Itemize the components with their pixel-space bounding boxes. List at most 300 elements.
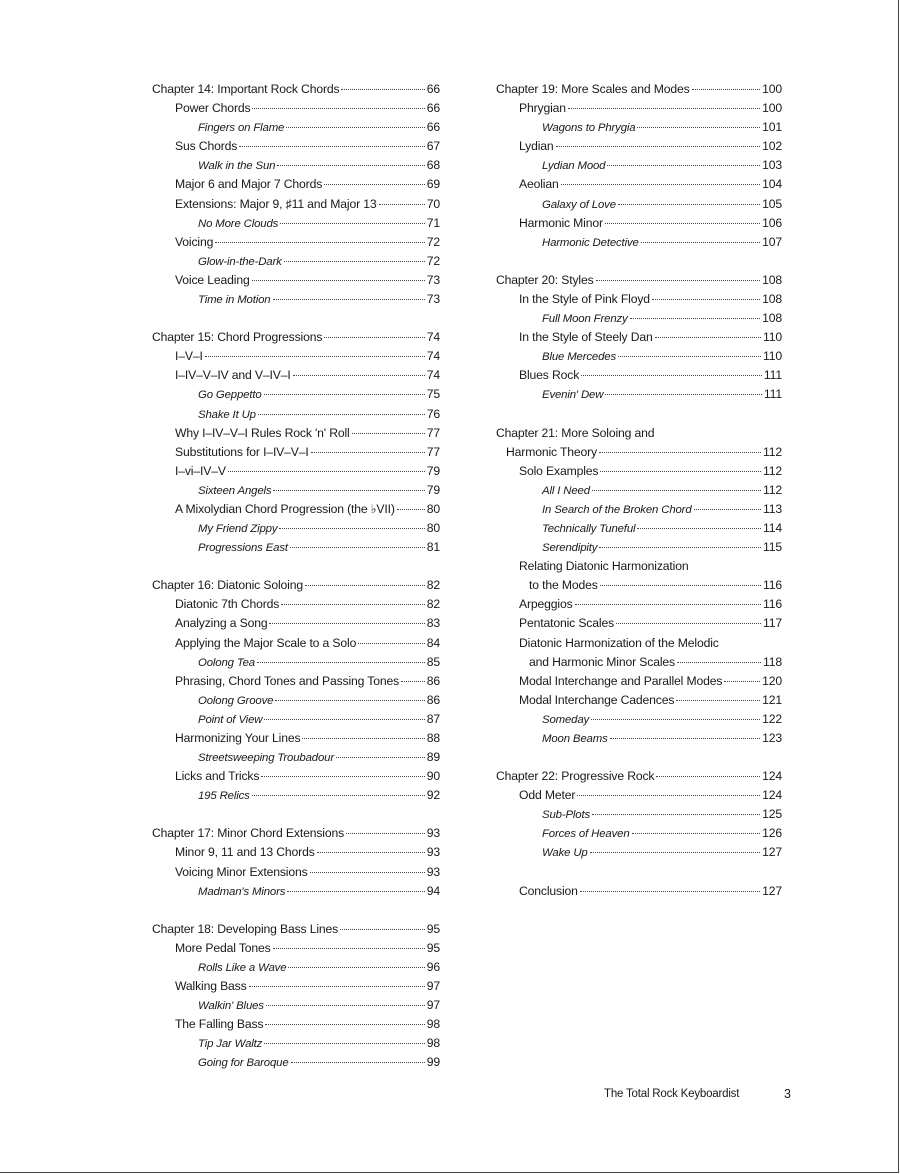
toc-chapter-title: Chapter 22: Progressive Rock bbox=[496, 769, 655, 784]
dot-leader bbox=[655, 337, 761, 338]
toc-section-title: Sus Chords bbox=[175, 139, 238, 154]
toc-section-entry[interactable] bbox=[496, 137, 782, 156]
toc-section-entry[interactable] bbox=[496, 328, 782, 347]
toc-section-title: Lydian bbox=[519, 139, 554, 154]
section-gap bbox=[152, 557, 440, 576]
page-number: 84 bbox=[426, 635, 440, 650]
toc-song-entry[interactable] bbox=[496, 309, 782, 328]
toc-section-entry[interactable] bbox=[496, 595, 782, 614]
toc-section-entry[interactable] bbox=[496, 462, 782, 481]
toc-section-title: Substitutions for I–IV–V–I bbox=[175, 444, 309, 459]
dot-leader bbox=[580, 891, 760, 892]
toc-song-title: 195 Relics bbox=[198, 790, 250, 803]
toc-song-entry[interactable] bbox=[496, 233, 782, 252]
toc-section-entry[interactable] bbox=[496, 882, 782, 901]
toc-section-entry[interactable] bbox=[496, 786, 782, 805]
dot-leader bbox=[600, 585, 761, 586]
toc-chapter-entry[interactable] bbox=[496, 767, 782, 786]
toc-song-title: Moon Beams bbox=[542, 733, 608, 745]
toc-section-title: Modal Interchange Cadences bbox=[519, 692, 675, 707]
dot-leader bbox=[677, 662, 761, 663]
toc-song-title: Oolong Tea bbox=[198, 656, 255, 669]
toc-song-title: Tip Jar Waltz bbox=[198, 1038, 263, 1051]
dot-leader bbox=[656, 776, 760, 777]
page-number: 124 bbox=[762, 788, 782, 803]
page-number: 98 bbox=[426, 1036, 440, 1051]
page-number: 86 bbox=[426, 673, 440, 688]
toc-section-entry[interactable] bbox=[152, 195, 440, 214]
toc-section-title: Pentatonic Scales bbox=[519, 616, 615, 631]
toc-song-title: Blue Mercedes bbox=[542, 351, 617, 364]
toc-column-left bbox=[152, 80, 440, 1073]
dot-leader bbox=[310, 872, 425, 873]
section-gap bbox=[152, 805, 440, 824]
page-number: 77 bbox=[426, 444, 440, 459]
dot-leader bbox=[252, 795, 425, 796]
toc-section-entry[interactable] bbox=[152, 462, 440, 481]
toc-song-title: Sixteen Angels bbox=[198, 484, 272, 497]
dot-leader bbox=[305, 585, 425, 586]
dot-leader bbox=[379, 204, 425, 205]
toc-chapter-title: Chapter 17: Minor Chord Extensions bbox=[152, 826, 345, 841]
dot-leader bbox=[577, 795, 760, 796]
dot-leader bbox=[275, 700, 424, 701]
toc-section-entry[interactable] bbox=[152, 424, 440, 443]
page-number: 100 bbox=[762, 82, 782, 96]
page-number: 88 bbox=[426, 731, 440, 745]
page-number: 70 bbox=[426, 196, 440, 211]
toc-song-title: Galaxy of Love bbox=[542, 198, 616, 211]
page-number: 66 bbox=[426, 101, 440, 116]
page-number: 108 bbox=[762, 311, 782, 326]
toc-song-title: Point of View bbox=[198, 713, 263, 726]
toc-section-entry[interactable] bbox=[496, 99, 782, 118]
page-number: 124 bbox=[762, 769, 782, 784]
toc-section-title: Minor 9, 11 and 13 Chords bbox=[175, 845, 315, 860]
toc-section-entry[interactable] bbox=[152, 939, 440, 958]
toc-chapter-entry[interactable] bbox=[496, 80, 782, 99]
dot-leader bbox=[352, 433, 425, 434]
page-number: 110 bbox=[763, 330, 782, 345]
dot-leader bbox=[281, 604, 425, 605]
toc-song-title: In Search of the Broken Chord bbox=[542, 503, 692, 516]
toc-column-right bbox=[496, 80, 782, 901]
toc-section-entry[interactable] bbox=[152, 634, 440, 653]
toc-section-entry[interactable] bbox=[496, 691, 782, 710]
dot-leader bbox=[600, 471, 761, 472]
toc-song-entry[interactable] bbox=[496, 729, 782, 748]
toc-section-entry[interactable] bbox=[152, 347, 440, 366]
dot-leader bbox=[641, 242, 760, 243]
toc-chapter-title: Harmonic Theory bbox=[506, 444, 597, 459]
toc-section-entry[interactable] bbox=[152, 233, 440, 252]
toc-section-entry[interactable] bbox=[152, 729, 440, 748]
toc-song-entry[interactable] bbox=[496, 805, 782, 824]
page-number: 80 bbox=[426, 501, 440, 516]
toc-section-title: Arpeggios bbox=[519, 597, 573, 612]
page-number: 82 bbox=[426, 578, 440, 593]
toc-section-entry[interactable] bbox=[152, 672, 440, 691]
toc-section-entry[interactable] bbox=[152, 366, 440, 385]
toc-song-entry[interactable] bbox=[496, 538, 782, 557]
toc-chapter-entry[interactable] bbox=[152, 328, 440, 347]
toc-song-entry[interactable] bbox=[496, 385, 782, 404]
toc-song-title: Time in Motion bbox=[198, 294, 271, 307]
toc-song-title: Serendipity bbox=[542, 542, 598, 555]
dot-leader bbox=[215, 242, 424, 243]
page-number: 97 bbox=[426, 979, 440, 994]
toc-song-title: Forces of Heaven bbox=[542, 828, 630, 841]
page-number: 104 bbox=[762, 177, 782, 192]
toc-song-entry[interactable] bbox=[152, 748, 440, 767]
toc-section-title: to the Modes bbox=[529, 578, 598, 593]
dot-leader bbox=[637, 127, 760, 128]
dot-leader bbox=[340, 929, 425, 930]
page-number: 83 bbox=[426, 616, 440, 631]
page-number: 95 bbox=[426, 940, 440, 955]
page-number: 103 bbox=[762, 158, 782, 173]
page-number: 95 bbox=[426, 921, 440, 936]
toc-section-title: I–IV–V–IV and V–IV–I bbox=[175, 368, 291, 383]
toc-section-entry[interactable] bbox=[152, 595, 440, 614]
page-number: 120 bbox=[762, 673, 782, 688]
dot-leader bbox=[632, 833, 761, 834]
page-number: 67 bbox=[426, 139, 440, 154]
toc-section-title: Harmonizing Your Lines bbox=[175, 731, 301, 745]
toc-song-title: Someday bbox=[542, 713, 590, 726]
page-number: 102 bbox=[762, 139, 782, 154]
toc-section-entry[interactable] bbox=[152, 175, 440, 194]
toc-song-title: Full Moon Frenzy bbox=[542, 313, 628, 326]
toc-song-entry[interactable] bbox=[152, 214, 440, 233]
page-number: 112 bbox=[763, 444, 782, 459]
toc-song-title: Sub-Plots bbox=[542, 809, 591, 822]
toc-section-title: Licks and Tricks bbox=[175, 769, 260, 784]
page-number: 98 bbox=[426, 1017, 440, 1032]
dot-leader bbox=[293, 375, 425, 376]
dot-leader bbox=[616, 623, 761, 624]
toc-song-entry[interactable] bbox=[152, 481, 440, 500]
toc-song-title: Shake It Up bbox=[198, 408, 256, 421]
toc-song-entry[interactable] bbox=[496, 195, 782, 214]
toc-song-title: Lydian Mood bbox=[542, 160, 606, 173]
page-number: 116 bbox=[763, 578, 782, 593]
page-number: 94 bbox=[426, 883, 440, 898]
toc-song-title: Walkin' Blues bbox=[198, 1000, 264, 1013]
page-number: 115 bbox=[763, 540, 782, 555]
section-gap bbox=[496, 405, 782, 424]
dot-leader bbox=[637, 528, 761, 529]
toc-song-entry[interactable] bbox=[152, 996, 440, 1015]
toc-chapter-entry[interactable] bbox=[152, 824, 440, 843]
page-number: 121 bbox=[762, 692, 782, 707]
dot-leader bbox=[264, 394, 425, 395]
dot-leader bbox=[605, 223, 760, 224]
dot-leader bbox=[277, 165, 424, 166]
dot-leader bbox=[592, 490, 761, 491]
page-number: 79 bbox=[426, 463, 440, 478]
toc-song-title: Go Geppetto bbox=[198, 389, 262, 402]
toc-song-entry[interactable] bbox=[152, 691, 440, 710]
toc-song-entry[interactable] bbox=[152, 290, 440, 309]
page-number: 71 bbox=[426, 215, 440, 230]
page-number: 90 bbox=[426, 769, 440, 784]
toc-song-title: All I Need bbox=[542, 484, 590, 497]
page-number: 89 bbox=[426, 750, 440, 765]
toc-section-entry[interactable] bbox=[496, 214, 782, 233]
dot-leader bbox=[261, 776, 424, 777]
dot-leader bbox=[287, 891, 424, 892]
toc-section-title: More Pedal Tones bbox=[175, 940, 271, 955]
dot-leader bbox=[618, 356, 761, 357]
dot-leader bbox=[252, 280, 425, 281]
toc-section-title: Voicing Minor Extensions bbox=[175, 864, 308, 879]
dot-leader bbox=[581, 375, 762, 376]
toc-song-title: No More Clouds bbox=[198, 217, 279, 230]
toc-song-entry[interactable] bbox=[152, 882, 440, 901]
toc-section-entry[interactable] bbox=[496, 366, 782, 385]
page-number: 85 bbox=[426, 654, 440, 669]
toc-song-entry[interactable] bbox=[496, 500, 782, 519]
toc-section-entry[interactable] bbox=[496, 614, 782, 633]
dot-leader bbox=[228, 471, 425, 472]
section-gap bbox=[496, 863, 782, 882]
toc-section-title: Extensions: Major 9, ♯11 and Major 13 bbox=[175, 196, 377, 211]
toc-song-title: Going for Baroque bbox=[198, 1057, 289, 1070]
toc-section-entry[interactable] bbox=[152, 443, 440, 462]
toc-song-entry[interactable] bbox=[496, 710, 782, 729]
page-number: 75 bbox=[426, 387, 440, 402]
page-number: 110 bbox=[763, 349, 782, 364]
page-number: 127 bbox=[762, 845, 782, 860]
dot-leader bbox=[676, 700, 760, 701]
page-number: 123 bbox=[762, 731, 782, 745]
dot-leader bbox=[556, 146, 761, 147]
toc-song-title: Harmonic Detective bbox=[542, 236, 639, 249]
toc-section-title: I–V–I bbox=[175, 349, 203, 364]
toc-section-entry[interactable] bbox=[496, 653, 782, 672]
toc-song-title: My Friend Zippy bbox=[198, 523, 278, 536]
toc-chapter-title: Chapter 14: Important Rock Chords bbox=[152, 82, 340, 96]
page-number: 125 bbox=[762, 807, 782, 822]
toc-song-title: Madman's Minors bbox=[198, 885, 286, 898]
dot-leader bbox=[591, 719, 760, 720]
page-number: 127 bbox=[762, 883, 782, 898]
toc-song-entry[interactable] bbox=[152, 786, 440, 805]
toc-song-entry[interactable] bbox=[496, 519, 782, 538]
toc-section-title-line: Diatonic Harmonization of the Melodic bbox=[519, 635, 719, 650]
toc-song-entry[interactable] bbox=[152, 156, 440, 175]
page-number: 66 bbox=[426, 120, 440, 135]
toc-song-title: Rolls Like a Wave bbox=[198, 961, 287, 974]
toc-chapter-entry[interactable] bbox=[152, 920, 440, 939]
toc-chapter-entry[interactable] bbox=[496, 271, 782, 290]
dot-leader bbox=[302, 738, 424, 739]
toc-song-entry[interactable] bbox=[152, 118, 440, 137]
toc-song-title: Oolong Groove bbox=[198, 694, 274, 707]
toc-song-entry[interactable] bbox=[152, 1034, 440, 1053]
dot-leader bbox=[291, 1062, 425, 1063]
page-number: 118 bbox=[763, 654, 782, 669]
toc-section-title: Why I–IV–V–I Rules Rock 'n' Roll bbox=[175, 425, 350, 440]
dot-leader bbox=[265, 1024, 424, 1025]
toc-section-entry[interactable] bbox=[152, 614, 440, 633]
page-number: 114 bbox=[763, 520, 782, 535]
dot-leader bbox=[605, 394, 762, 395]
page-number: 93 bbox=[426, 864, 440, 879]
toc-section-title: Blues Rock bbox=[519, 368, 580, 383]
toc-section-entry[interactable] bbox=[152, 843, 440, 862]
page-number: 87 bbox=[426, 711, 440, 726]
toc-section-entry[interactable] bbox=[152, 99, 440, 118]
page-number: 68 bbox=[426, 158, 440, 173]
toc-section-title: In the Style of Steely Dan bbox=[519, 330, 653, 345]
toc-song-entry[interactable] bbox=[152, 1053, 440, 1072]
toc-section-title: I–vi–IV–V bbox=[175, 463, 226, 478]
toc-song-entry[interactable] bbox=[152, 653, 440, 672]
section-gap bbox=[152, 309, 440, 328]
toc-song-title: Wake Up bbox=[542, 847, 588, 860]
toc-section-title: The Falling Bass bbox=[175, 1017, 264, 1032]
toc-song-entry[interactable] bbox=[152, 385, 440, 404]
toc-chapter-title: Chapter 18: Developing Bass Lines bbox=[152, 921, 339, 936]
dot-leader bbox=[269, 623, 424, 624]
toc-chapter-title: Chapter 20: Styles bbox=[496, 272, 594, 287]
toc-section-title-line: Relating Diatonic Harmonization bbox=[519, 559, 689, 574]
toc-song-entry[interactable] bbox=[152, 710, 440, 729]
dot-leader bbox=[692, 89, 761, 90]
page-number: 116 bbox=[763, 597, 782, 612]
dot-leader bbox=[401, 681, 425, 682]
toc-chapter-title: Chapter 15: Chord Progressions bbox=[152, 330, 323, 345]
toc-song-title: Progressions East bbox=[198, 542, 288, 555]
page-number: 108 bbox=[762, 291, 782, 306]
toc-section-title: Solo Examples bbox=[519, 463, 599, 478]
toc-section-title: Conclusion bbox=[519, 883, 578, 898]
page-number: 106 bbox=[762, 215, 782, 230]
dot-leader bbox=[280, 223, 425, 224]
toc-section-title: Major 6 and Major 7 Chords bbox=[175, 177, 323, 192]
dot-leader bbox=[596, 280, 761, 281]
toc-song-entry[interactable] bbox=[152, 958, 440, 977]
page-number: 82 bbox=[426, 597, 440, 612]
toc-song-entry[interactable] bbox=[152, 538, 440, 557]
section-gap bbox=[496, 748, 782, 767]
dot-leader bbox=[311, 452, 425, 453]
toc-section-title: Phrygian bbox=[519, 101, 566, 116]
page-number: 80 bbox=[426, 521, 440, 536]
dot-leader bbox=[346, 833, 425, 834]
dot-leader bbox=[249, 986, 425, 987]
toc-song-entry[interactable] bbox=[496, 481, 782, 500]
toc-section-title: Odd Meter bbox=[519, 788, 576, 803]
toc-song-entry[interactable] bbox=[152, 519, 440, 538]
toc-song-title: Technically Tuneful bbox=[542, 522, 636, 535]
toc-section-entry[interactable] bbox=[152, 767, 440, 786]
page-number: 107 bbox=[762, 234, 782, 249]
page-number: 126 bbox=[762, 826, 782, 841]
page-number: 100 bbox=[762, 101, 782, 116]
dot-leader bbox=[397, 509, 425, 510]
dot-leader bbox=[607, 165, 760, 166]
dot-leader bbox=[286, 127, 425, 128]
toc-song-title: Evenin' Dew bbox=[542, 389, 604, 402]
toc-section-entry[interactable] bbox=[152, 500, 440, 519]
toc-chapter-title: Chapter 19: More Scales and Modes bbox=[496, 82, 690, 96]
dot-leader bbox=[288, 967, 424, 968]
toc-section-title: Aeolian bbox=[519, 177, 559, 192]
dot-leader bbox=[290, 547, 425, 548]
toc-section-entry[interactable] bbox=[496, 175, 782, 194]
toc-song-entry[interactable] bbox=[496, 156, 782, 175]
page-number: 93 bbox=[426, 826, 440, 841]
toc-section-entry[interactable] bbox=[152, 1015, 440, 1034]
toc-section-entry[interactable] bbox=[152, 863, 440, 882]
toc-section-title: Walking Bass bbox=[175, 979, 247, 994]
toc-section-title: Phrasing, Chord Tones and Passing Tones bbox=[175, 673, 400, 688]
toc-section-entry[interactable] bbox=[152, 977, 440, 996]
toc-section-title: Diatonic 7th Chords bbox=[175, 597, 280, 612]
page-number: 111 bbox=[763, 387, 782, 402]
page-number: 76 bbox=[426, 406, 440, 421]
toc-song-entry[interactable] bbox=[152, 405, 440, 424]
toc-section-entry[interactable] bbox=[496, 290, 782, 309]
toc-song-entry[interactable] bbox=[496, 118, 782, 137]
dot-leader bbox=[724, 681, 760, 682]
footer-book-title: The Total Rock Keyboardist bbox=[604, 1088, 740, 1100]
toc-song-entry[interactable] bbox=[496, 347, 782, 366]
page-number: 66 bbox=[426, 82, 440, 96]
toc-song-title: Streetsweeping Troubadour bbox=[198, 752, 334, 765]
toc-chapter-title-line: Chapter 21: More Soloing and bbox=[496, 425, 655, 440]
toc-section-entry[interactable] bbox=[152, 271, 440, 290]
toc-song-title: Glow-in-the-Dark bbox=[198, 255, 282, 268]
page-number: 113 bbox=[763, 501, 782, 516]
page-number: 96 bbox=[426, 959, 440, 974]
dot-leader bbox=[257, 662, 425, 663]
dot-leader bbox=[273, 299, 425, 300]
toc-chapter-entry[interactable] bbox=[152, 576, 440, 595]
page-number: 74 bbox=[426, 330, 440, 345]
page-number: 73 bbox=[426, 272, 440, 287]
page-number: 122 bbox=[762, 711, 782, 726]
page-number: 72 bbox=[426, 234, 440, 249]
dot-leader bbox=[341, 89, 424, 90]
page-number: 111 bbox=[763, 368, 782, 383]
toc-chapter-entry[interactable] bbox=[152, 80, 440, 99]
toc-section-entry[interactable] bbox=[496, 576, 782, 595]
page-number: 101 bbox=[762, 120, 782, 135]
dot-leader bbox=[284, 261, 425, 262]
toc-chapter-entry[interactable] bbox=[496, 443, 782, 462]
dot-leader bbox=[264, 719, 424, 720]
page-number: 105 bbox=[762, 196, 782, 211]
toc-section-entry[interactable] bbox=[496, 672, 782, 691]
page-number: 112 bbox=[763, 463, 782, 478]
page-number: 72 bbox=[426, 253, 440, 268]
toc-section-title: and Harmonic Minor Scales bbox=[529, 654, 675, 669]
dot-leader bbox=[266, 1005, 425, 1006]
page-number: 69 bbox=[426, 177, 440, 192]
toc-song-entry[interactable] bbox=[496, 843, 782, 862]
toc-song-entry[interactable] bbox=[152, 252, 440, 271]
section-gap bbox=[496, 252, 782, 271]
dot-leader bbox=[575, 604, 761, 605]
toc-section-entry[interactable] bbox=[152, 137, 440, 156]
toc-song-entry[interactable] bbox=[496, 824, 782, 843]
dot-leader bbox=[205, 356, 425, 357]
page-number: 117 bbox=[763, 616, 782, 631]
